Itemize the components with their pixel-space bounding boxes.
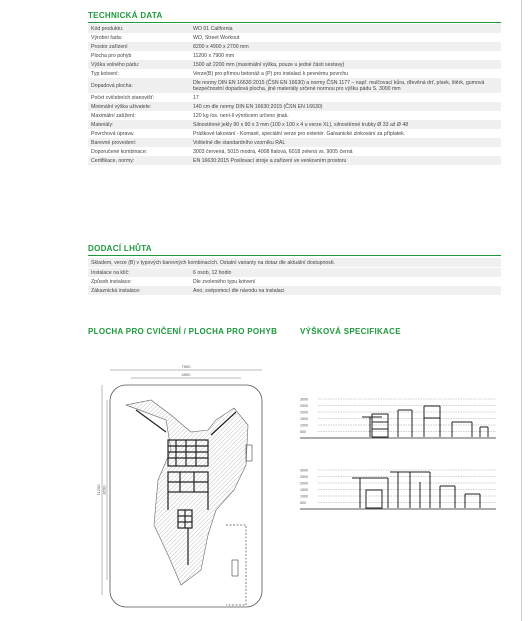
height-spec-title: VÝŠKOVÁ SPECIFIKACE <box>300 327 401 336</box>
delivery-title: DODACÍ LHŮTA <box>88 244 152 253</box>
elevation-side-drawing <box>300 460 500 516</box>
level-label: 2500 <box>300 404 308 408</box>
table-row <box>88 120 501 129</box>
row-value: Ano, svépomocí dle návodu na instalaci <box>190 286 501 295</box>
row-value: 8200 x 4900 x 2700 mm <box>190 42 501 51</box>
row-label: Certifikace, normy: <box>88 156 190 165</box>
level-label: 1000 <box>300 423 308 428</box>
row-label: Maximální zatížení: <box>88 111 190 120</box>
table-row <box>88 78 501 93</box>
row-label: Prostor zařízení <box>88 42 190 51</box>
row-label: Minimální výška uživatele: <box>88 102 190 111</box>
row-label: Kód produktu: <box>88 24 190 33</box>
page-edge-line <box>521 0 522 621</box>
level-label: 500 <box>300 501 306 505</box>
level-label: 3000 <box>300 468 308 473</box>
level-label: 1500 <box>300 417 308 421</box>
table-row <box>88 129 501 138</box>
row-label: Povrchová úprava: <box>88 129 190 138</box>
dim-label-inner-left: 8200 <box>101 485 107 495</box>
table-row <box>88 24 501 33</box>
dim-label-outer-left: 11200 <box>96 484 101 496</box>
table-row <box>88 286 501 295</box>
row-value: 140 cm dle normy DIN EN 16630:2015 (ČSN EN 16630) <box>190 102 501 111</box>
table-row <box>88 156 501 165</box>
row-value: 120 kg /os. není-li výrobcem určeno jinak. <box>190 111 501 120</box>
row-value: Dle zvoleného typu kotvení <box>190 277 501 286</box>
level-label: 2000 <box>300 481 308 486</box>
row-label: Dopadová plocha: <box>88 78 190 93</box>
row-label: Výrobní řada: <box>88 33 190 42</box>
base-outline-dashed <box>226 525 246 605</box>
level-label: 1500 <box>300 488 308 492</box>
row-value: Dle normy DIN EN 16630:2015 (ČSN EN 16630) a normy ČSN 1177 – např. mulčovací kůra, dřevěná drť, písek, štěrk, gumová bezpečnostní dopadová plocha, jiné materiály určené normou pro výšku pádu S. 3000 mm <box>190 78 501 93</box>
level-label: 2500 <box>300 475 308 479</box>
table-row <box>88 268 501 277</box>
level-label: 3000 <box>300 397 308 402</box>
row-value: WO 01 California <box>190 24 501 33</box>
delivery-rule <box>88 255 501 256</box>
table-row <box>88 33 501 42</box>
row-value: 11200 x 7900 mm <box>190 51 501 60</box>
row-value: 6 osob, 12 hodin <box>190 268 501 277</box>
row-value: Silnostěnné jekly 90 x 90 x 3 mm (100 x 100 x 4 u verze XL), silnostěnné trubky Ø 33 až Ø 48 <box>190 120 501 129</box>
technical-data-title: TECHNICKÁ DATA <box>88 11 163 20</box>
row-label: Typ kotvení: <box>88 69 190 78</box>
annotation-box-bottom <box>232 560 238 576</box>
row-label: Instalace na klíč: <box>88 268 190 277</box>
elevation-front-drawing <box>300 392 500 444</box>
delivery-note: Skladem, verze (B) v typových barevných kombinacích. Ostatní varianty na dotaz dle aktuální dostupnosti. <box>88 258 501 267</box>
table-row <box>88 147 501 156</box>
row-value: WO, Street Workout <box>190 33 501 42</box>
dim-label-outer-top: 7900 <box>181 364 191 369</box>
delivery-table <box>88 268 501 295</box>
row-value: Verze(B) pro přímou betonáž a (P) pro instalaci k pevnému povrchu <box>190 69 501 78</box>
table-row <box>88 69 501 78</box>
row-label: Počet cvičebních stanovišť: <box>88 93 190 102</box>
table-row <box>88 93 501 102</box>
row-value: 3003 červená, 5015 modrá, 4008 fialová, 6018 zelená vs. 9005 černá <box>190 147 501 156</box>
table-row <box>88 277 501 286</box>
table-row <box>88 51 501 60</box>
table-row <box>88 102 501 111</box>
technical-data-rule <box>88 22 501 23</box>
row-value: EN 16630:2015 Posilovací stroje a zařízení ve venkovním prostoru <box>190 156 501 165</box>
row-label: Zákaznická instalace: <box>88 286 190 295</box>
row-value: 1500 až 2200 mm (maximální výška, pouze u jedné části sestavy) <box>190 60 501 69</box>
floor-plan-drawing <box>96 360 276 610</box>
front-structure <box>362 406 488 437</box>
table-row <box>88 138 501 147</box>
plan-title: PLOCHA PRO CVIČENÍ / PLOCHA PRO POHYB <box>88 327 278 336</box>
table-row <box>88 42 501 51</box>
level-label: 500 <box>300 430 306 434</box>
row-value: Volitelné dle standardního vzorníku RAL <box>190 138 501 147</box>
row-value: Práškové lakování - Komaxit, speciální verze pro exteriér. Galvanické zinkování za příplatek. <box>190 129 501 138</box>
row-label: Barevné provedení: <box>88 138 190 147</box>
row-label: Plocha pro pohyb <box>88 51 190 60</box>
row-label: Výška volného pádu: <box>88 60 190 69</box>
row-label: Způsob instalace: <box>88 277 190 286</box>
row-value: 17 <box>190 93 501 102</box>
technical-data-table <box>88 24 501 165</box>
table-row <box>88 111 501 120</box>
table-row <box>88 60 501 69</box>
row-label: Doporučené kombinace: <box>88 147 190 156</box>
dim-label-inner-top: 4900 <box>181 372 191 377</box>
level-label: 2000 <box>300 410 308 415</box>
row-label: Materiály: <box>88 120 190 129</box>
level-label: 1000 <box>300 494 308 499</box>
